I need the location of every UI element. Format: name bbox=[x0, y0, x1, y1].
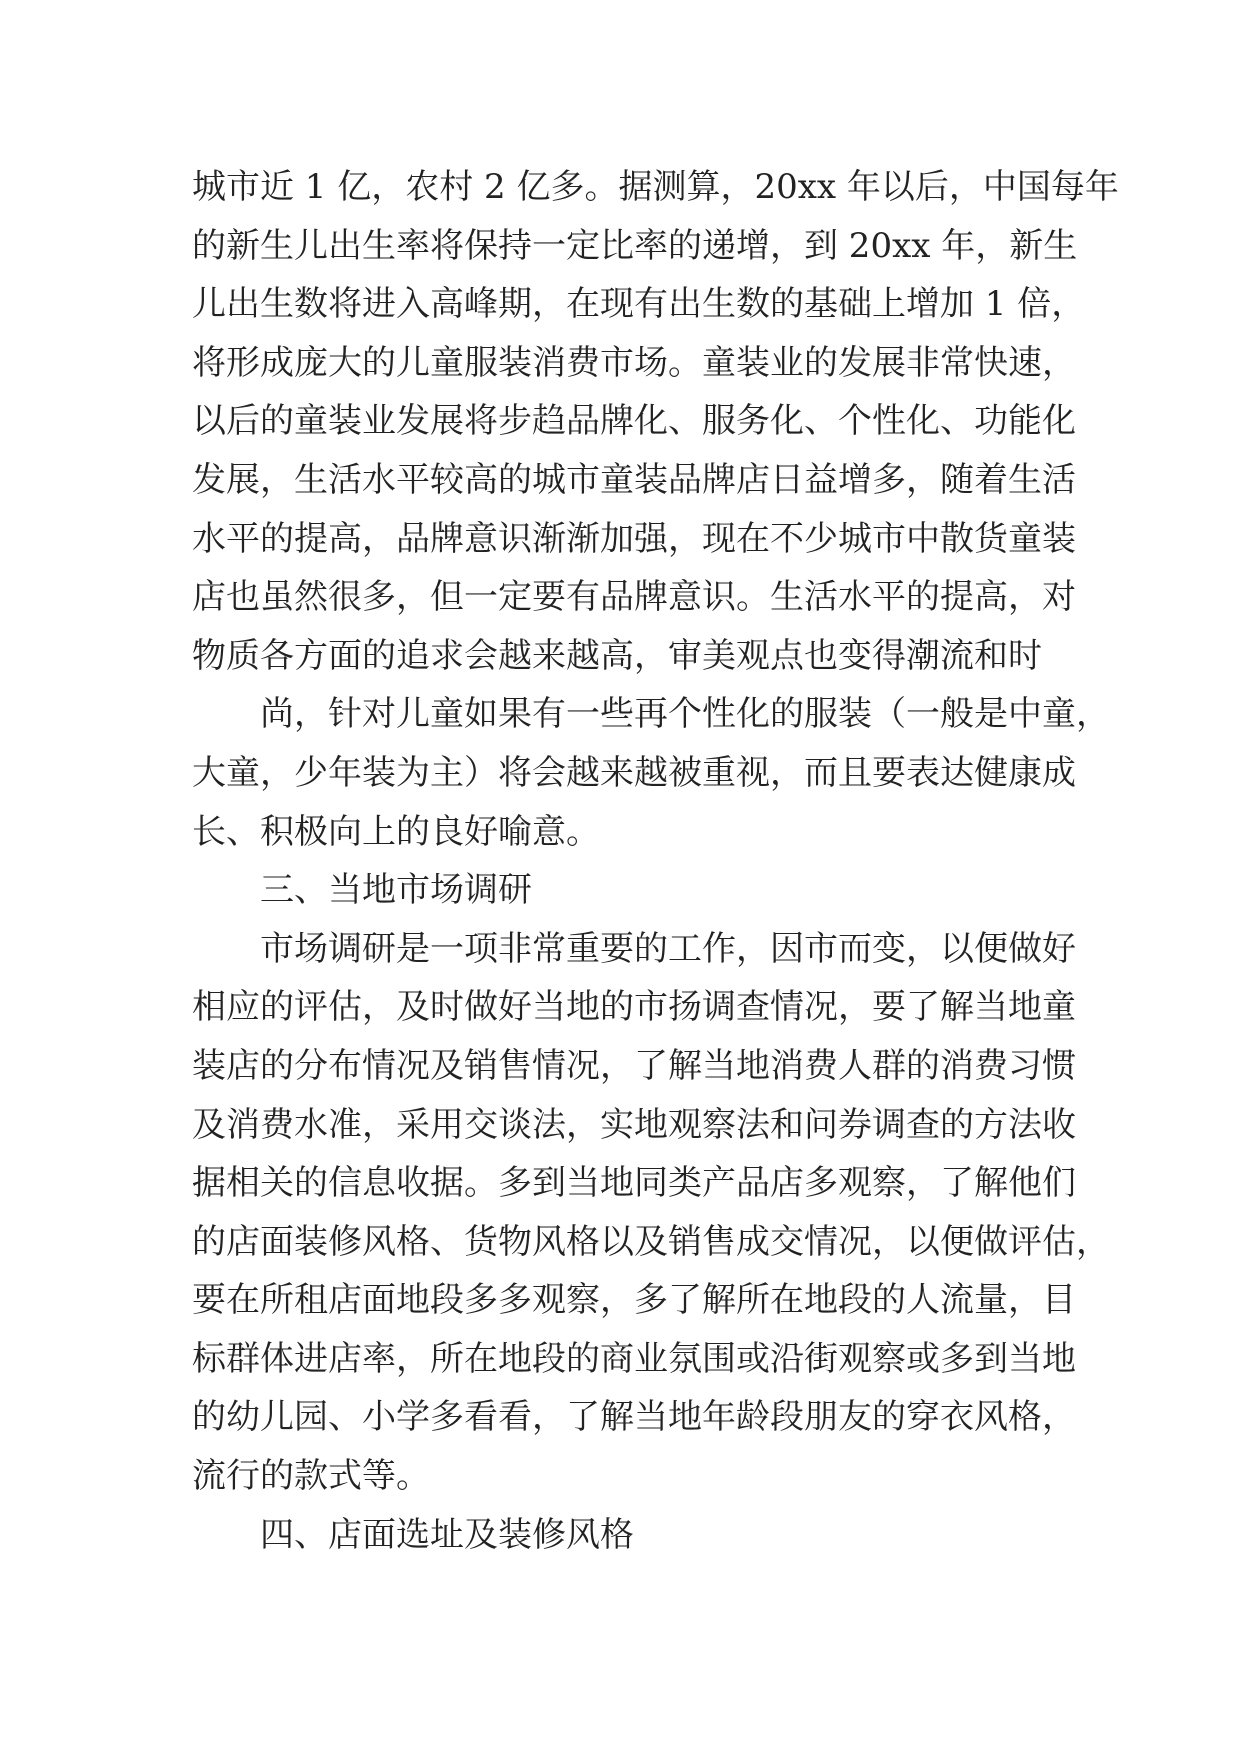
section-heading: 四、店面选址及装修风格 bbox=[260, 1514, 634, 1555]
paragraph-line: 市场调研是一项非常重要的工作，因市而变，以便做好 bbox=[260, 928, 1076, 969]
paragraph-line: 标群体进店率，所在地段的商业氛围或沿街观察或多到当地 bbox=[192, 1338, 1076, 1379]
paragraph-line: 装店的分布情况及销售情况，了解当地消费人群的消费习惯 bbox=[192, 1045, 1076, 1086]
paragraph-line: 的幼儿园、小学多看看，了解当地年龄段朋友的穿衣风格， bbox=[192, 1397, 1076, 1438]
paragraph-line: 以后的童装业发展将步趋品牌化、服务化、个性化、功能化 bbox=[192, 401, 1076, 442]
paragraph-line: 相应的评估，及时做好当地的市扬调查情况，要了解当地童 bbox=[192, 987, 1076, 1028]
paragraph-line: 及消费水准，采用交谈法，实地观察法和问券调查的方法收 bbox=[192, 1104, 1076, 1145]
paragraph-line: 的新生儿出生率将保持一定比率的递增，到 20xx 年，新生 bbox=[192, 225, 1078, 266]
paragraph-line: 儿出生数将进入高峰期，在现有出生数的基础上增加 1 倍， bbox=[192, 284, 1086, 325]
paragraph-line: 发展，生活水平较高的城市童装品牌店日益增多，随着生活 bbox=[192, 459, 1076, 500]
paragraph-line: 大童，少年装为主）将会越来越被重视，而且要表达健康成 bbox=[192, 752, 1076, 793]
paragraph-line: 据相关的信息收据。多到当地同类产品店多观察，了解他们 bbox=[192, 1163, 1076, 1204]
paragraph-line: 的店面装修风格、货物风格以及销售成交情况，以便做评估， bbox=[192, 1221, 1110, 1262]
document-body bbox=[192, 158, 1119, 1564]
paragraph-line: 店也虽然很多，但一定要有品牌意识。生活水平的提高，对 bbox=[192, 577, 1076, 618]
paragraph-line: 要在所租店面地段多多观察，多了解所在地段的人流量，目 bbox=[192, 1280, 1076, 1321]
paragraph-line: 城市近 1 亿，农村 2 亿多。据测算，20xx 年以后，中国每年 bbox=[192, 167, 1119, 207]
paragraph-line: 物质各方面的追求会越来越高，审美观点也变得潮流和时 bbox=[192, 635, 1042, 676]
section-heading: 三、当地市场调研 bbox=[260, 870, 532, 911]
paragraph-line: 将形成庞大的儿童服装消费市场。童装业的发展非常快速， bbox=[192, 342, 1076, 383]
paragraph-line: 水平的提高，品牌意识渐渐加强，现在不少城市中散货童装 bbox=[192, 518, 1076, 559]
paragraph-line: 流行的款式等。 bbox=[192, 1456, 430, 1497]
paragraph-line: 尚，针对儿童如果有一些再个性化的服装（一般是中童， bbox=[260, 694, 1110, 735]
paragraph-line: 长、积极向上的良好喻意。 bbox=[192, 811, 600, 852]
